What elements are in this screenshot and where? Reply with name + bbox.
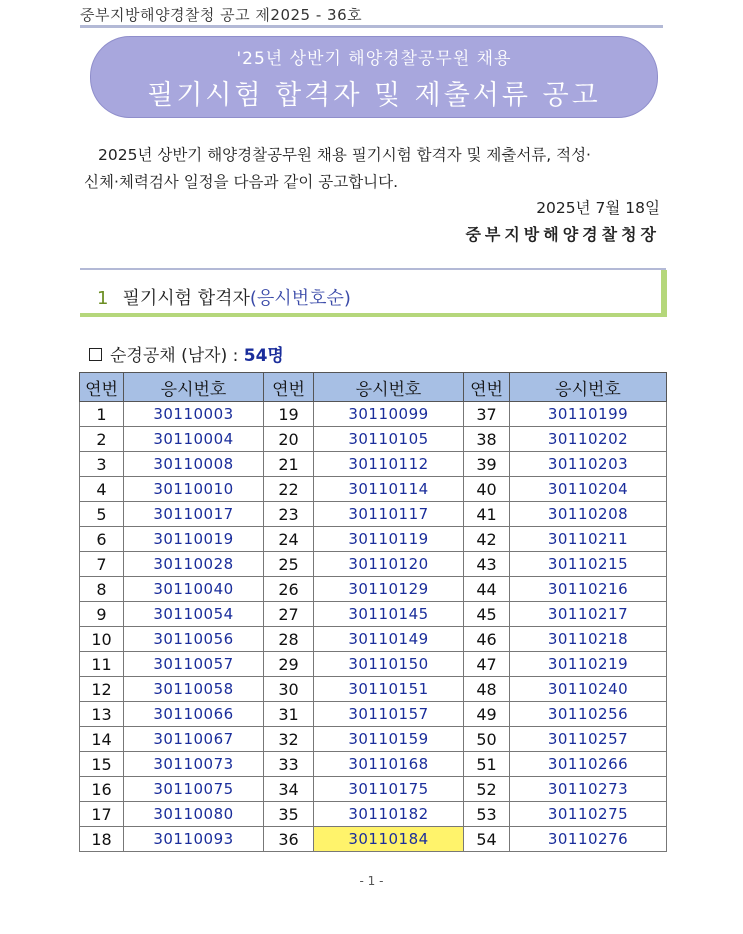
notice-date: 2025년 7월 18일 (536, 199, 660, 217)
table-row (80, 552, 667, 577)
seq-number-cell: 29 (264, 652, 314, 677)
section-heading (97, 284, 351, 310)
exam-number-cell: 30110257 (510, 727, 667, 752)
seq-number-cell: 54 (464, 827, 510, 852)
table-row (80, 452, 667, 477)
col-header-exam-number: 응시번호 (124, 373, 264, 402)
exam-number-cell: 30110010 (124, 477, 264, 502)
exam-number-cell: 30110203 (510, 452, 667, 477)
exam-number-cell: 30110114 (314, 477, 464, 502)
seq-number-cell: 1 (80, 402, 124, 427)
page-number: - 1 - (359, 874, 384, 888)
seq-number-cell: 26 (264, 577, 314, 602)
table-row (80, 577, 667, 602)
seq-number-cell: 17 (80, 802, 124, 827)
seq-number-cell: 46 (464, 627, 510, 652)
exam-number-cell: 30110218 (510, 627, 667, 652)
table-row (80, 477, 667, 502)
seq-number-cell: 13 (80, 702, 124, 727)
exam-number-cell: 30110119 (314, 527, 464, 552)
table-row (80, 427, 667, 452)
issuer-name: 중부지방해양경찰청장 (465, 225, 660, 244)
col-header-seq: 연번 (464, 373, 510, 402)
seq-number-cell: 53 (464, 802, 510, 827)
seq-number-cell: 42 (464, 527, 510, 552)
table-row (80, 827, 667, 852)
seq-number-cell: 12 (80, 677, 124, 702)
table-header-row (80, 373, 667, 402)
table-row (80, 802, 667, 827)
seq-number-cell: 48 (464, 677, 510, 702)
col-header-seq: 연번 (264, 373, 314, 402)
exam-number-cell: 30110217 (510, 602, 667, 627)
exam-number-cell: 30110199 (510, 402, 667, 427)
section-number: 1 (97, 288, 109, 309)
top-rule (80, 25, 663, 28)
exam-number-cell: 30110159 (314, 727, 464, 752)
seq-number-cell: 50 (464, 727, 510, 752)
table-row (80, 527, 667, 552)
seq-number-cell: 4 (80, 477, 124, 502)
seq-number-cell: 49 (464, 702, 510, 727)
exam-number-cell: 30110004 (124, 427, 264, 452)
seq-number-cell: 44 (464, 577, 510, 602)
col-header-exam-number: 응시번호 (314, 373, 464, 402)
seq-number-cell: 31 (264, 702, 314, 727)
exam-number-cell: 30110003 (124, 402, 264, 427)
seq-number-cell: 41 (464, 502, 510, 527)
seq-number-cell: 22 (264, 477, 314, 502)
seq-number-cell: 6 (80, 527, 124, 552)
seq-number-cell: 36 (264, 827, 314, 852)
seq-number-cell: 19 (264, 402, 314, 427)
notice-number: 중부지방해양경찰청 공고 제2025 - 36호 (80, 6, 363, 24)
seq-number-cell: 28 (264, 627, 314, 652)
seq-number-cell: 25 (264, 552, 314, 577)
exam-number-cell: 30110112 (314, 452, 464, 477)
seq-number-cell: 16 (80, 777, 124, 802)
table-row (80, 727, 667, 752)
seq-number-cell: 11 (80, 652, 124, 677)
seq-number-cell: 38 (464, 427, 510, 452)
exam-number-cell: 30110276 (510, 827, 667, 852)
exam-number-cell: 30110008 (124, 452, 264, 477)
seq-number-cell: 5 (80, 502, 124, 527)
exam-number-cell: 30110093 (124, 827, 264, 852)
seq-number-cell: 34 (264, 777, 314, 802)
exam-number-cell: 30110204 (510, 477, 667, 502)
seq-number-cell: 18 (80, 827, 124, 852)
seq-number-cell: 32 (264, 727, 314, 752)
seq-number-cell: 15 (80, 752, 124, 777)
exam-number-cell: 30110202 (510, 427, 667, 452)
intro-text (84, 142, 664, 196)
exam-number-cell: 30110056 (124, 627, 264, 652)
exam-number-cell: 30110054 (124, 602, 264, 627)
section-box-bottom (80, 313, 667, 317)
subsection-heading (89, 341, 284, 366)
seq-number-cell: 45 (464, 602, 510, 627)
seq-number-cell: 27 (264, 602, 314, 627)
table-row (80, 402, 667, 427)
seq-number-cell: 52 (464, 777, 510, 802)
exam-number-cell: 30110273 (510, 777, 667, 802)
highlighted-exam-number-cell: 30110184 (314, 827, 464, 852)
exam-number-cell: 30110129 (314, 577, 464, 602)
exam-number-cell: 30110067 (124, 727, 264, 752)
intro-line-1: 2025년 상반기 해양경찰공무원 채용 필기시험 합격자 및 제출서류, 적성· (98, 146, 591, 164)
exam-number-cell: 30110216 (510, 577, 667, 602)
exam-number-cell: 30110157 (314, 702, 464, 727)
passers-table (79, 372, 667, 852)
seq-number-cell: 2 (80, 427, 124, 452)
banner-title: 필기시험 합격자 및 제출서류 공고 (147, 80, 601, 111)
table-row (80, 677, 667, 702)
exam-number-cell: 30110208 (510, 502, 667, 527)
exam-number-cell: 30110145 (314, 602, 464, 627)
seq-number-cell: 37 (464, 402, 510, 427)
seq-number-cell: 10 (80, 627, 124, 652)
section-rule-top (80, 268, 666, 270)
seq-number-cell: 43 (464, 552, 510, 577)
exam-number-cell: 30110120 (314, 552, 464, 577)
seq-number-cell: 8 (80, 577, 124, 602)
exam-number-cell: 30110151 (314, 677, 464, 702)
exam-number-cell: 30110058 (124, 677, 264, 702)
exam-number-cell: 30110117 (314, 502, 464, 527)
seq-number-cell: 47 (464, 652, 510, 677)
table-row (80, 702, 667, 727)
seq-number-cell: 21 (264, 452, 314, 477)
seq-number-cell: 3 (80, 452, 124, 477)
seq-number-cell: 24 (264, 527, 314, 552)
seq-number-cell: 9 (80, 602, 124, 627)
banner-subtitle: '25년 상반기 해양경찰공무원 채용 (236, 49, 512, 69)
exam-number-cell: 30110240 (510, 677, 667, 702)
exam-number-cell: 30110150 (314, 652, 464, 677)
seq-number-cell: 35 (264, 802, 314, 827)
exam-number-cell: 30110275 (510, 802, 667, 827)
seq-number-cell: 33 (264, 752, 314, 777)
exam-number-cell: 30110099 (314, 402, 464, 427)
seq-number-cell: 40 (464, 477, 510, 502)
exam-number-cell: 30110168 (314, 752, 464, 777)
section-note: (응시번호순) (249, 288, 351, 309)
seq-number-cell: 20 (264, 427, 314, 452)
exam-number-cell: 30110219 (510, 652, 667, 677)
exam-number-cell: 30110073 (124, 752, 264, 777)
checkbox-square-icon (89, 348, 102, 361)
exam-number-cell: 30110105 (314, 427, 464, 452)
section-title: 필기시험 합격자 (122, 288, 250, 309)
exam-number-cell: 30110017 (124, 502, 264, 527)
table-row (80, 652, 667, 677)
pass-count: 54명 (243, 346, 284, 366)
table-row (80, 752, 667, 777)
subsection-label: 순경공채 (남자) : (110, 346, 239, 366)
exam-number-cell: 30110028 (124, 552, 264, 577)
table-row (80, 502, 667, 527)
exam-number-cell: 30110211 (510, 527, 667, 552)
section-box-right (661, 270, 667, 317)
exam-number-cell: 30110182 (314, 802, 464, 827)
exam-number-cell: 30110175 (314, 777, 464, 802)
exam-number-cell: 30110256 (510, 702, 667, 727)
title-banner (90, 36, 658, 118)
table-row (80, 627, 667, 652)
seq-number-cell: 14 (80, 727, 124, 752)
exam-number-cell: 30110149 (314, 627, 464, 652)
exam-number-cell: 30110080 (124, 802, 264, 827)
exam-number-cell: 30110019 (124, 527, 264, 552)
seq-number-cell: 51 (464, 752, 510, 777)
exam-number-cell: 30110075 (124, 777, 264, 802)
exam-number-cell: 30110057 (124, 652, 264, 677)
table-row (80, 777, 667, 802)
col-header-seq: 연번 (80, 373, 124, 402)
seq-number-cell: 7 (80, 552, 124, 577)
exam-number-cell: 30110040 (124, 577, 264, 602)
seq-number-cell: 30 (264, 677, 314, 702)
intro-line-2: 신체·체력검사 일정을 다음과 같이 공고합니다. (84, 173, 399, 191)
exam-number-cell: 30110066 (124, 702, 264, 727)
seq-number-cell: 39 (464, 452, 510, 477)
seq-number-cell: 23 (264, 502, 314, 527)
table-row (80, 602, 667, 627)
col-header-exam-number: 응시번호 (510, 373, 667, 402)
exam-number-cell: 30110266 (510, 752, 667, 777)
exam-number-cell: 30110215 (510, 552, 667, 577)
